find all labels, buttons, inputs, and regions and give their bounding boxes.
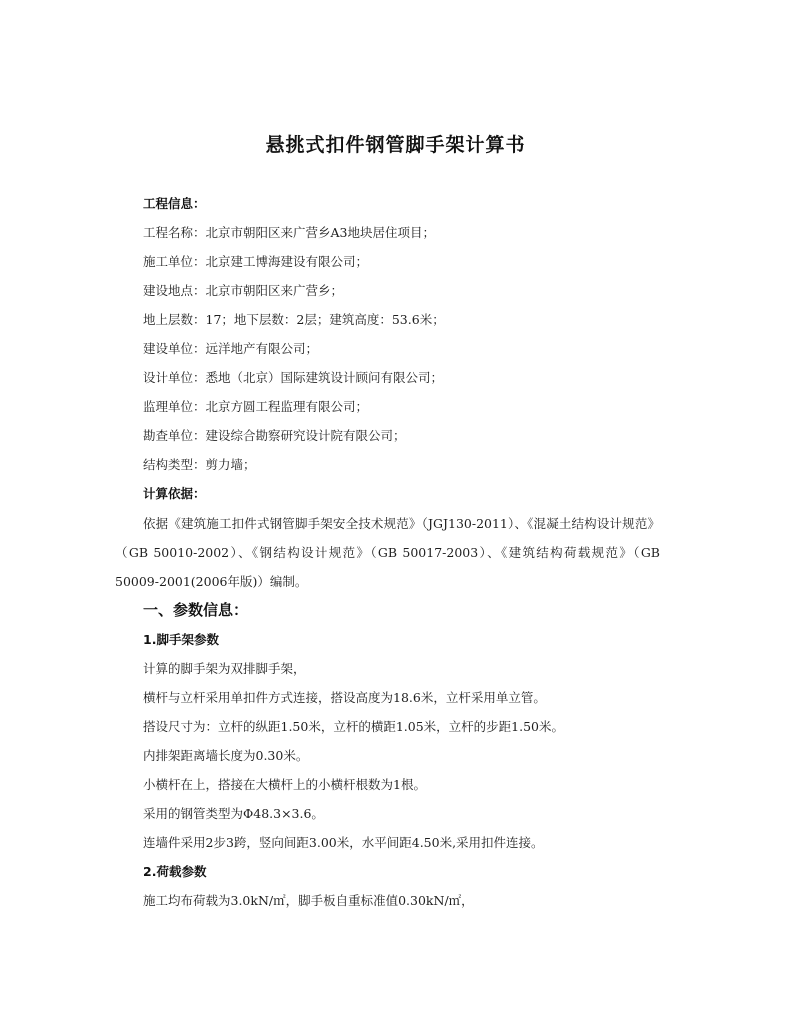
load-param-line: 施工均布荷载为3.0kN/㎡，脚手板自重标准值0.30kN/㎡， (143, 893, 474, 908)
owner-line: 建设单位：远洋地产有限公司； (143, 341, 319, 356)
scaffold-param-line: 连墙件采用2步3跨，竖向间距3.00米，水平间距4.50米,采用扣件连接。 (143, 835, 544, 850)
scaffold-param-line: 小横杆在上，搭接在大横杆上的小横杆根数为1根。 (143, 777, 426, 792)
page-title: 悬挑式扣件钢管脚手架计算书 (265, 134, 526, 156)
project-name-line: 工程名称：北京市朝阳区来广营乡A3地块居住项目； (143, 225, 435, 240)
load-params-heading: 2.荷载参数 (143, 864, 207, 879)
scaffold-param-line: 内排架距离墙长度为0.30米。 (143, 748, 309, 763)
scaffold-param-line: 计算的脚手架为双排脚手架， (143, 661, 306, 676)
location-line: 建设地点：北京市朝阳区来广营乡； (143, 283, 344, 298)
project-info-heading: 工程信息： (143, 196, 206, 211)
scaffold-param-line: 采用的钢管类型为Φ48.3×3.6。 (143, 806, 324, 821)
section-parameters-heading: 一、参数信息： (143, 601, 249, 619)
construction-unit-line: 施工单位：北京建工博海建设有限公司； (143, 254, 369, 269)
basis-paragraph: 依据《建筑施工扣件式钢管脚手架安全技术规范》（JGJ130-2011）、《混凝土结构设计规范》（GB 50010-2002）、《钢结构设计规范》（GB 50017-2003）、《建筑结构荷载规范》（GB 50009-2001(2006年版)）编制。 (115, 516, 660, 589)
structure-type-line: 结构类型：剪力墙； (143, 457, 256, 472)
floors-line: 地上层数：17；地下层数：2层；建筑高度：53.6米； (143, 312, 445, 327)
basis-heading: 计算依据： (143, 486, 206, 501)
design-unit-line: 设计单位：悉地（北京）国际建筑设计顾问有限公司； (143, 370, 444, 385)
scaffold-param-line: 搭设尺寸为：立杆的纵距1.50米，立杆的横距1.05米，立杆的步距1.50米。 (143, 719, 564, 734)
scaffold-params-heading: 1.脚手架参数 (143, 632, 219, 647)
supervision-unit-line: 监理单位：北京方圆工程监理有限公司； (143, 399, 369, 414)
scaffold-param-line: 横杆与立杆采用单扣件方式连接，搭设高度为18.6米，立杆采用单立管。 (143, 690, 546, 705)
survey-unit-line: 勘查单位：建设综合勘察研究设计院有限公司； (143, 428, 406, 443)
